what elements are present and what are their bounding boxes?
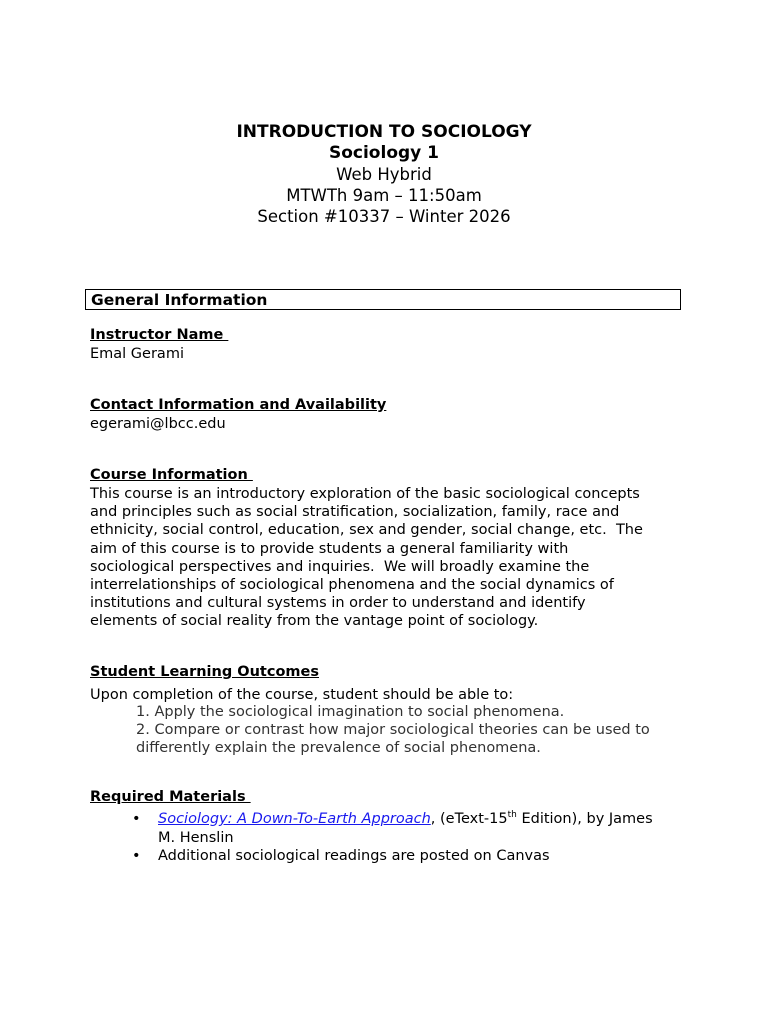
contact-section (90, 396, 690, 433)
course-information-section (90, 466, 690, 631)
outcome-item-2-line: differently explain the prevalence of social phenomena. (136, 740, 541, 756)
course-code: Sociology 1 (328, 143, 439, 163)
course-description-line: institutions and cultural systems in order to understand and identify (90, 595, 586, 612)
textbook-link[interactable]: Sociology: A Down-To-Earth Approach (158, 811, 431, 827)
contact-heading: Contact Information and Availability (90, 397, 387, 413)
materials-heading: Required Materials (90, 789, 251, 805)
instructor-section (90, 326, 690, 363)
course-description-line: elements of social reality from the vantage point of sociology. (90, 613, 539, 630)
course-information-heading: Course Information (90, 467, 253, 483)
materials-section (90, 788, 690, 807)
bullet-icon: • (132, 848, 141, 864)
outcome-item-2 (136, 721, 696, 757)
general-information-heading: General Information (91, 291, 268, 309)
textbook-details: , (eText-15 (430, 811, 508, 827)
course-description (90, 485, 690, 631)
textbook-author: M. Henslin (158, 829, 234, 846)
list-item (90, 847, 690, 866)
instructor-heading: Instructor Name (90, 327, 229, 343)
bullet-icon: • (132, 811, 141, 827)
course-mode: Web Hybrid (336, 165, 432, 184)
materials-list (90, 810, 690, 866)
outcomes-section (90, 663, 690, 704)
edition-suffix: th (507, 810, 517, 821)
course-description-line: sociological perspectives and inquiries. We will broadly examine the (90, 558, 590, 575)
list-item (90, 810, 690, 847)
course-description-line: ethnicity, social control, education, sex and gender, social change, etc. The (90, 522, 643, 539)
course-description-line: and principles such as social stratification, socialization, family, race and (90, 504, 620, 521)
course-section: Section #10337 – Winter 2026 (257, 207, 511, 226)
outcomes-intro: Upon completion of the course, student should be able to: (90, 687, 514, 703)
instructor-name: Emal Gerami (90, 346, 184, 362)
outcome-item-2-line: 2. Compare or contrast how major sociological theories can be used to (136, 722, 650, 738)
outcomes-heading: Student Learning Outcomes (90, 664, 319, 680)
course-schedule: MTWTh 9am – 11:50am (286, 186, 482, 205)
document-header (0, 122, 768, 227)
course-description-line: interrelationships of sociological phenomena and the social dynamics of (90, 577, 614, 594)
course-description-line: This course is an introductory exploration of the basic sociological concepts (90, 486, 640, 502)
outcome-item-1: 1. Apply the sociological imagination to social phenomena. (136, 704, 565, 720)
course-description-line: aim of this course is to provide students a general familiarity with (90, 540, 569, 557)
general-information-box (85, 289, 681, 310)
course-title: INTRODUCTION TO SOCIOLOGY (236, 122, 532, 142)
additional-readings: Additional sociological readings are posted on Canvas (158, 848, 550, 864)
contact-email: egerami@lbcc.edu (90, 416, 226, 432)
textbook-details-end: Edition), by James (516, 811, 653, 827)
